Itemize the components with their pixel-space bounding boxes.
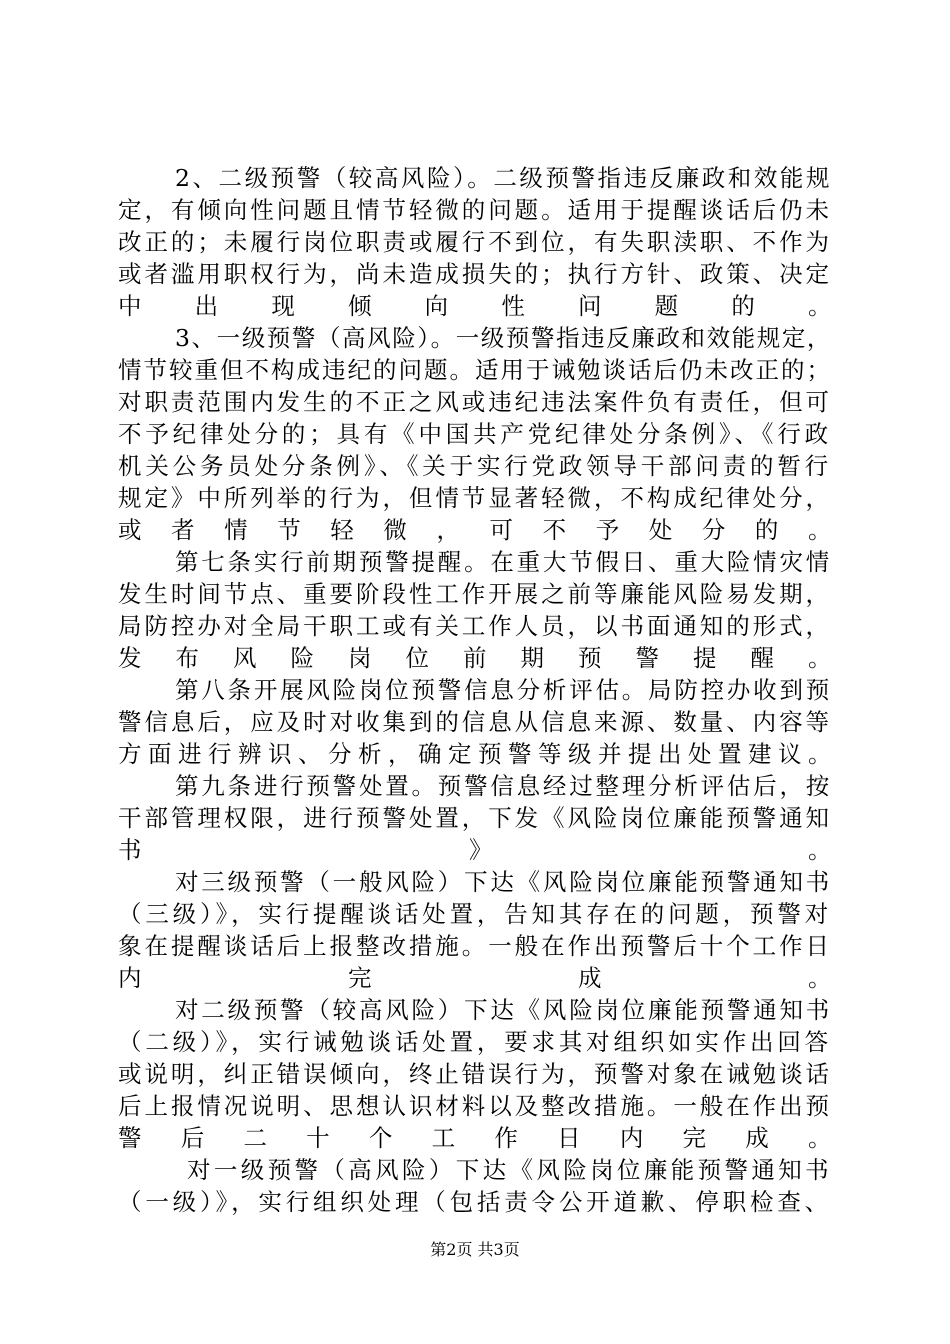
text-line: 书》。 <box>118 836 832 864</box>
text-line: 警后二十个工作日内完成。 <box>118 1124 832 1152</box>
text-line: 中出现倾向性问题的。 <box>118 292 832 320</box>
text-line: （二级）》，实行诫勉谈话处置，要求其对组织如实作出回答 <box>118 1028 832 1056</box>
text-line: 2、二级预警（较高风险）。二级预警指违反廉政和效能规 <box>175 164 832 192</box>
text-line: 对二级预警（较高风险）下达《风险岗位廉能预警通知书 <box>175 996 832 1024</box>
text-line: 方面进行辨识、分析，确定预警等级并提出处置建议。 <box>118 740 832 768</box>
text-line: 第九条进行预警处置。预警信息经过整理分析评估后，按 <box>175 772 832 800</box>
text-line: 机关公务员处分条例》、《关于实行党政领导干部问责的暂行 <box>118 452 832 480</box>
text-line: 第八条开展风险岗位预警信息分析评估。局防控办收到预 <box>175 676 832 704</box>
text-line: 干部管理权限，进行预警处置，下发《风险岗位廉能预警通知 <box>118 804 832 832</box>
text-line: 局防控办对全局干职工或有关工作人员，以书面通知的形式， <box>118 612 832 640</box>
text-line: 定，有倾向性问题且情节轻微的问题。适用于提醒谈话后仍未 <box>118 196 832 224</box>
text-line: 或说明，纠正错误倾向，终止错误行为，预警对象在诫勉谈话 <box>118 1060 832 1088</box>
text-line: 或者滥用职权行为，尚未造成损失的；执行方针、政策、决定 <box>118 260 832 288</box>
text-line: 对一级预警（高风险）下达《风险岗位廉能预警通知书 <box>187 1156 832 1184</box>
text-line: 不予纪律处分的；具有《中国共产党纪律处分条例》、《行政 <box>118 420 832 448</box>
text-line: （三级）》，实行提醒谈话处置，告知其存在的问题，预警对 <box>118 900 832 928</box>
text-line: 发布风险岗位前期预警提醒。 <box>118 644 832 672</box>
text-line: （一级）》，实行组织处理（包括责令公开道歉、停职检查、 <box>118 1188 832 1216</box>
text-line: 后上报情况说明、思想认识材料以及整改措施。一般在作出预 <box>118 1092 832 1120</box>
text-line: 对职责范围内发生的不正之风或违纪违法案件负有责任，但可 <box>118 388 832 416</box>
text-line: 警信息后，应及时对收集到的信息从信息来源、数量、内容等 <box>118 708 832 736</box>
text-line: 改正的；未履行岗位职责或履行不到位，有失职渎职、不作为 <box>118 228 832 256</box>
text-line: 情节较重但不构成违纪的问题。适用于诫勉谈话后仍未改正的； <box>118 356 832 384</box>
text-line: 内完成。 <box>118 964 832 992</box>
text-line: 第七条实行前期预警提醒。在重大节假日、重大险情灾情 <box>175 548 832 576</box>
text-line: 或者情节轻微，可不予处分的。 <box>118 516 832 544</box>
text-line: 象在提醒谈话后上报整改措施。一般在作出预警后十个工作日 <box>118 932 832 960</box>
text-line: 发生时间节点、重要阶段性工作开展之前等廉能风险易发期， <box>118 580 832 608</box>
text-line: 3、一级预警（高风险）。一级预警指违反廉政和效能规定， <box>175 324 832 352</box>
text-line: 对三级预警（一般风险）下达《风险岗位廉能预警通知书 <box>175 868 832 896</box>
page-footer: 第2页 共3页 <box>430 1240 520 1259</box>
text-line: 规定》中所列举的行为，但情节显著轻微，不构成纪律处分， <box>118 484 832 512</box>
